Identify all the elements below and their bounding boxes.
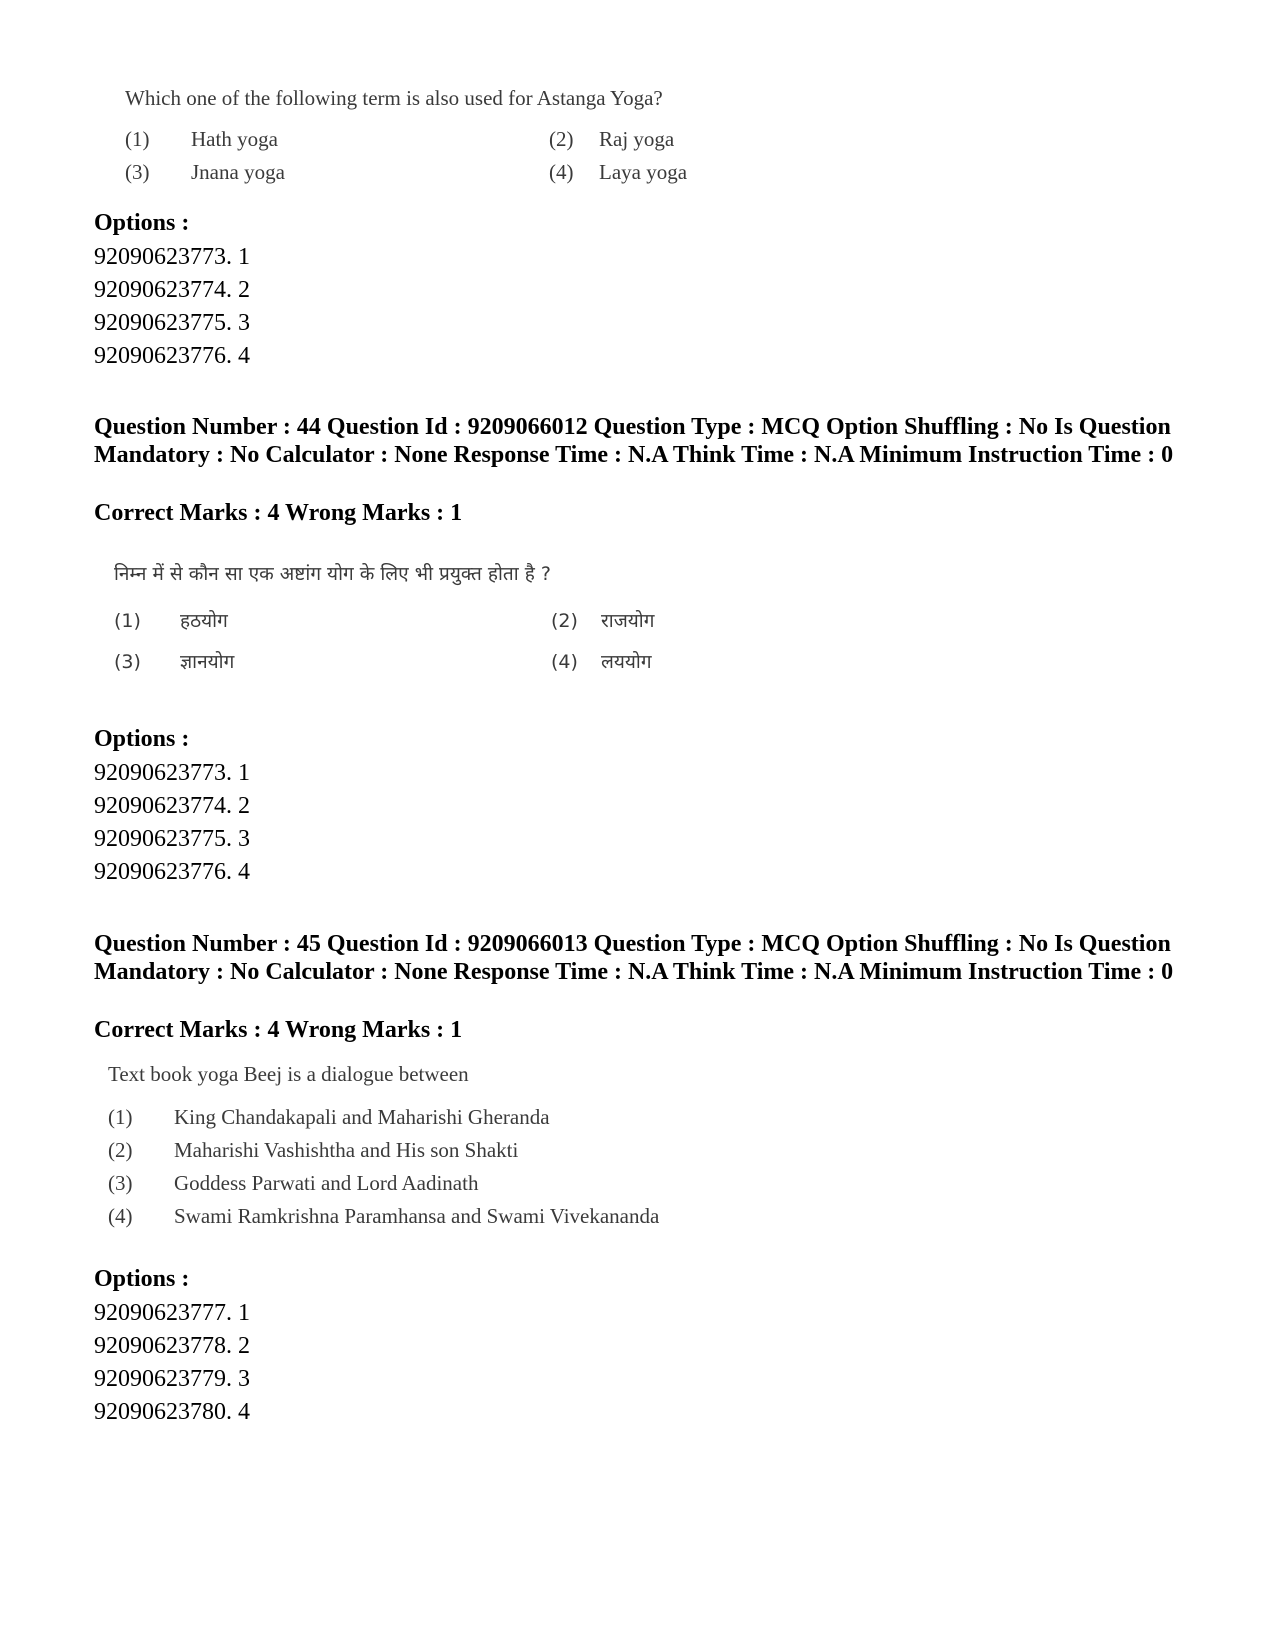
- q44-meta: Question Number : 44 Question Id : 9209066012 Question Type : MCQ Option Shuffling : No Is Question Mandatory : No Calculator : None Response Time : N.A Think Time : N.A Minimum Instruction Time : 0: [94, 414, 1174, 468]
- q44-options-heading: Options :: [94, 726, 190, 752]
- option-line: 92090623775. 3: [94, 310, 250, 336]
- q43-options-list: [94, 241, 250, 373]
- choice-text: Hath yoga: [191, 127, 278, 151]
- option-line: 92090623774. 2: [94, 277, 250, 303]
- choice-number: (1): [108, 1105, 133, 1129]
- q45-question-text: Text book yoga Beej is a dialogue between: [108, 1062, 469, 1086]
- choice-number: (1): [114, 610, 141, 632]
- choice-text: लययोग: [601, 651, 652, 673]
- q45-choice-1: [108, 1105, 550, 1130]
- choice-number: (3): [108, 1171, 133, 1195]
- option-line: 92090623778. 2: [94, 1333, 250, 1359]
- option-line: 92090623776. 4: [94, 343, 250, 369]
- choice-number: (2): [551, 610, 578, 632]
- choice-number: (1): [125, 127, 150, 151]
- q44-question-text: निम्न में से कौन सा एक अष्टांग योग के लिए भी प्रयुक्त होता है ?: [114, 563, 551, 585]
- q43-options-heading: Options :: [94, 210, 190, 236]
- q45-options-list: [94, 1297, 250, 1429]
- q43-question-text: Which one of the following term is also used for Astanga Yoga?: [125, 86, 663, 110]
- choice-number: (3): [114, 651, 141, 673]
- choice-number: (2): [108, 1138, 133, 1162]
- choice-text: Maharishi Vashishtha and His son Shakti: [174, 1138, 519, 1162]
- choice-number: (4): [108, 1204, 133, 1228]
- q45-choice-3: [108, 1171, 478, 1196]
- choice-text: Goddess Parwati and Lord Aadinath: [174, 1171, 479, 1195]
- choice-text: हठयोग: [180, 610, 228, 632]
- q45-marks: Correct Marks : 4 Wrong Marks : 1: [94, 1017, 463, 1043]
- q43-choice-4: [549, 160, 687, 185]
- option-line: 92090623773. 1: [94, 244, 250, 270]
- q43-choice-3: [125, 160, 285, 185]
- choice-text: Jnana yoga: [191, 160, 285, 184]
- choice-text: Laya yoga: [599, 160, 688, 184]
- option-line: 92090623779. 3: [94, 1366, 250, 1392]
- choice-number: (4): [549, 160, 574, 184]
- choice-text: Swami Ramkrishna Paramhansa and Swami Vivekananda: [174, 1204, 660, 1228]
- option-line: 92090623775. 3: [94, 826, 250, 852]
- q44-choice-2: [551, 607, 654, 633]
- q44-marks: Correct Marks : 4 Wrong Marks : 1: [94, 500, 463, 526]
- q44-options-list: [94, 757, 250, 889]
- q45-choice-2: [108, 1138, 518, 1163]
- q45-meta: Question Number : 45 Question Id : 9209066013 Question Type : MCQ Option Shuffling : No Is Question Mandatory : No Calculator : None Response Time : N.A Think Time : N.A Minimum Instruction Time : 0: [94, 931, 1174, 985]
- choice-number: (3): [125, 160, 150, 184]
- choice-text: ज्ञानयोग: [180, 651, 235, 673]
- q43-choice-1: [125, 127, 278, 152]
- q45-choice-4: [108, 1204, 659, 1229]
- q44-choice-1: [114, 607, 228, 633]
- option-line: 92090623776. 4: [94, 859, 250, 885]
- q45-options-heading: Options :: [94, 1266, 190, 1292]
- choice-text: Raj yoga: [599, 127, 675, 151]
- choice-number: (4): [551, 651, 578, 673]
- option-line: 92090623774. 2: [94, 793, 250, 819]
- q43-choice-2: [549, 127, 674, 152]
- q44-choice-4: [551, 648, 652, 674]
- option-line: 92090623777. 1: [94, 1300, 250, 1326]
- option-line: 92090623773. 1: [94, 760, 250, 786]
- choice-text: राजयोग: [601, 610, 655, 632]
- q44-choice-3: [114, 648, 234, 674]
- choice-text: King Chandakapali and Maharishi Gheranda: [174, 1105, 550, 1129]
- option-line: 92090623780. 4: [94, 1399, 250, 1425]
- choice-number: (2): [549, 127, 574, 151]
